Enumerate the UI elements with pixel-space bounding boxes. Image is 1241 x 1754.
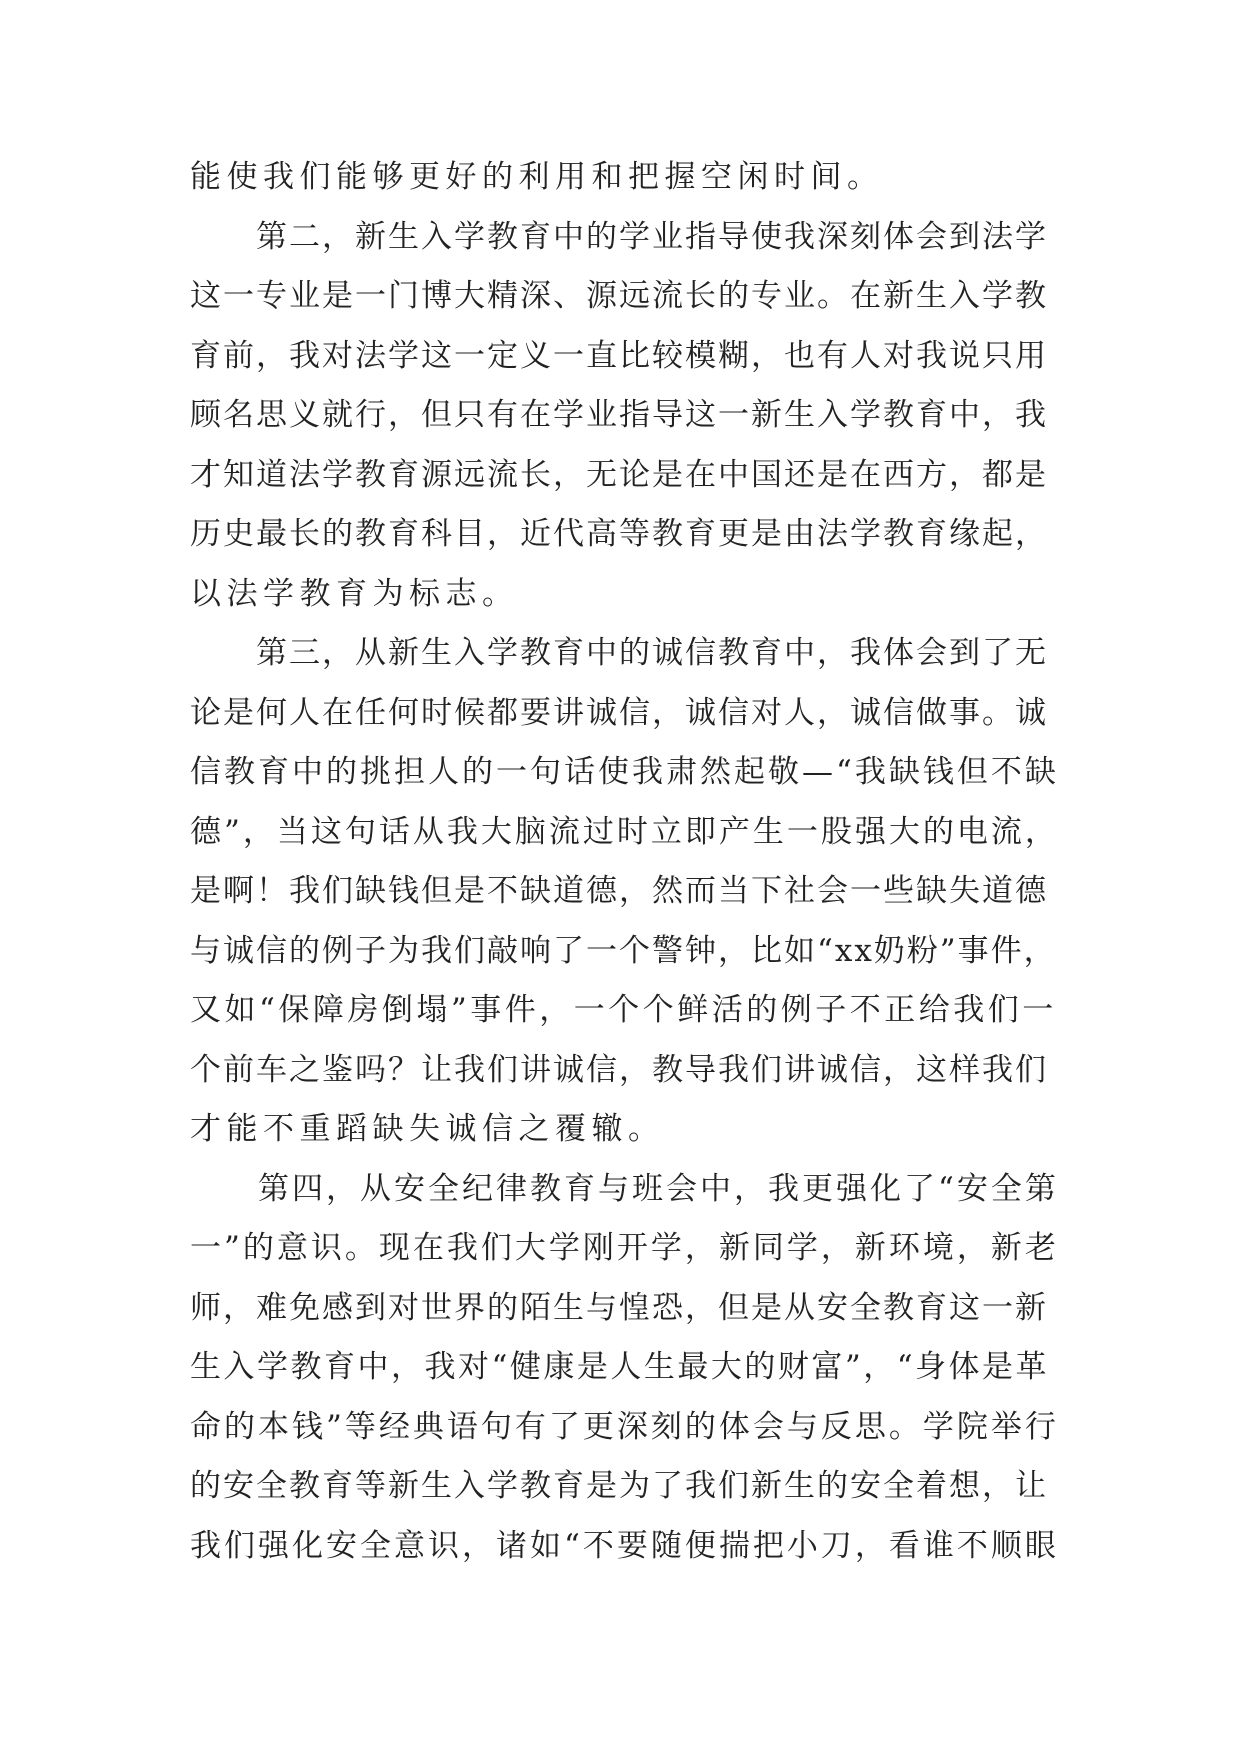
text-line: 一”的意识。现在我们大学刚开学，新同学，新环境，新老	[190, 1230, 1059, 1266]
text-line: 我们强化安全意识，诸如“不要随便揣把小刀，看谁不顺眼	[190, 1527, 1059, 1564]
text-line: 论是何人在任何时候都要讲诚信，诚信对人，诚信做事。诚	[190, 694, 1048, 731]
text-line: 又如“保障房倒塌”事件，一个个鲜活的例子不正给我们一	[190, 992, 1057, 1028]
text-line: 师，难免感到对世界的陌生与惶恐，但是从安全教育这一新	[190, 1289, 1048, 1326]
text-line: 这一专业是一门博大精深、源远流长的专业。在新生入学教	[190, 278, 1048, 314]
text-line: 信教育中的挑担人的一句话使我肃然起敬—“我缺钱但不缺	[190, 754, 1059, 790]
text-line: 个前车之鉴吗？让我们讲诚信，教导我们讲诚信，这样我们	[190, 1051, 1048, 1088]
text-line: 以法学教育为标志。	[190, 575, 519, 612]
text-line: 命的本钱”等经典语句有了更深刻的体会与反思。学院举行	[190, 1408, 1059, 1445]
document-body	[190, 148, 1060, 1576]
text-line: 的安全教育等新生入学教育是为了我们新生的安全着想，让	[190, 1468, 1048, 1504]
text-line: 生入学教育中，我对“健康是人生最大的财富”，“身体是革	[190, 1349, 1050, 1385]
text-line: 与诚信的例子为我们敲响了一个警钟，比如“xx奶粉”事件，	[190, 932, 1057, 969]
text-line: 第二，新生入学教育中的学业指导使我深刻体会到法学	[190, 218, 1048, 255]
text-line: 顾名思义就行，但只有在学业指导这一新生入学教育中，我	[190, 397, 1048, 433]
text-line: 历史最长的教育科目，近代高等教育更是由法学教育缘起，	[190, 516, 1048, 552]
text-line: 能使我们能够更好的利用和把握空闲时间。	[190, 159, 884, 195]
text-line: 第四，从安全纪律教育与班会中，我更强化了“安全第	[190, 1170, 1059, 1207]
text-line: 育前，我对法学这一定义一直比较模糊，也有人对我说只用	[190, 337, 1048, 374]
text-line: 才能不重蹈缺失诚信之覆辙。	[190, 1111, 665, 1147]
text-line: 才知道法学教育源远流长，无论是在中国还是在西方，都是	[190, 456, 1048, 493]
text-line: 德”，当这句话从我大脑流过时立即产生一股强大的电流，	[190, 813, 1059, 850]
text-line: 第三，从新生入学教育中的诚信教育中，我体会到了无	[190, 635, 1048, 671]
text-line: 是啊！我们缺钱但是不缺道德，然而当下社会一些缺失道德	[190, 873, 1048, 909]
